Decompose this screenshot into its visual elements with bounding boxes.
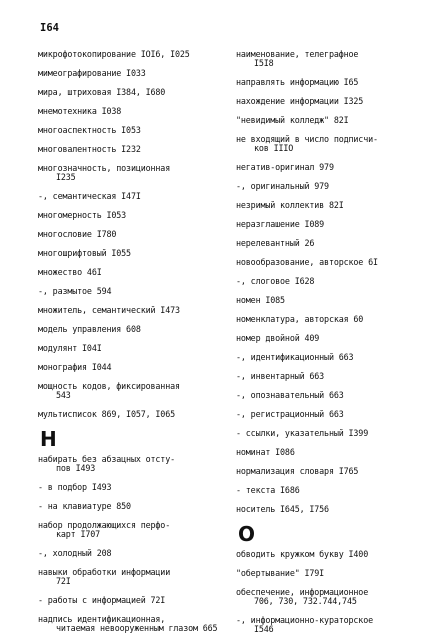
index-entry — [236, 277, 428, 286]
index-entry-text: обеспечение, информационное — [236, 587, 369, 597]
index-entry — [38, 230, 228, 239]
index-entry — [236, 486, 428, 495]
index-entry — [236, 239, 428, 248]
index-entry-text: мощность кодов, фиксированная — [38, 381, 180, 391]
index-entry — [38, 344, 228, 353]
index-entry — [38, 126, 228, 135]
index-entry — [236, 588, 428, 606]
index-entry — [236, 616, 428, 634]
index-entry-text: негатив-оригинал 979 — [236, 162, 334, 172]
index-entry-text: обводить кружком букву I400 — [236, 549, 369, 559]
index-entry — [236, 334, 428, 343]
index-entry-continuation: I235 — [56, 172, 76, 182]
index-entry-continuation: пов I493 — [56, 463, 96, 473]
index-entry-text: "обертывание" I79I — [236, 568, 325, 578]
index-entry-text: - текста I686 — [236, 485, 300, 495]
index-entry-text: "невидимый колледж" 82I — [236, 115, 349, 125]
index-entry-text: -, опознавательный 663 — [236, 390, 344, 400]
index-entry-continuation: I5I8 — [254, 58, 274, 68]
section-letter-o: О — [238, 522, 256, 546]
index-entry — [38, 211, 228, 220]
index-entry — [38, 164, 228, 182]
index-entry — [236, 163, 428, 172]
index-entry-text: многоаспектность I053 — [38, 125, 141, 135]
index-entry — [236, 258, 428, 267]
index-entry-text: не входящий в число подписчи- — [236, 134, 378, 144]
index-entry-text: -, семантическая I47I — [38, 191, 141, 201]
index-entry-continuation: карт I707 — [56, 529, 101, 539]
index-entry-text: мнемотехника I038 — [38, 106, 122, 116]
page-number: I64 — [40, 22, 59, 34]
index-entry-continuation: ков IIIO — [254, 143, 294, 153]
index-entry — [236, 220, 428, 229]
index-entry-text: - в подбор I493 — [38, 482, 112, 492]
index-entry-text: - работы с информацией 72I — [38, 595, 166, 605]
index-entry — [38, 145, 228, 154]
index-entry — [236, 315, 428, 324]
index-entry-continuation: 706, 730, 732.744,745 — [254, 596, 357, 606]
index-entry-text: -, слоговое I628 — [236, 276, 315, 286]
index-entry-text: незримый коллектив 82I — [236, 200, 344, 210]
index-entry-text: - ссылки, указательный I399 — [236, 428, 369, 438]
index-entry-text: множитель, семантический I473 — [38, 305, 180, 315]
index-entry — [236, 569, 428, 578]
index-entry — [38, 306, 228, 315]
index-entry — [38, 521, 228, 539]
index-entry — [236, 135, 428, 153]
index-entry-text: многословие I780 — [38, 229, 117, 239]
index-entry-text: номенклатура, авторская 60 — [236, 314, 364, 324]
index-entry — [38, 455, 228, 473]
index-entry-text: модель управления 608 — [38, 324, 141, 334]
index-entry — [38, 88, 228, 97]
index-entry-text: -, регистрационный 663 — [236, 409, 344, 419]
index-entry — [38, 363, 228, 372]
index-entry — [236, 50, 428, 68]
index-entry-text: -, размытое 594 — [38, 286, 112, 296]
index-entry — [236, 116, 428, 125]
index-entry-text: набирать без абзацных отсту- — [38, 454, 175, 464]
index-entry-text: мультисписок 869, I057, I065 — [38, 409, 175, 419]
index-entry — [38, 549, 228, 558]
index-entry-text: -, холодный 208 — [38, 548, 112, 558]
index-entry-text: многовалентность I232 — [38, 144, 141, 154]
index-entry-text: нормализация словаря I765 — [236, 466, 359, 476]
index-entry — [236, 467, 428, 476]
index-entry-text: мимеографирование I033 — [38, 68, 146, 78]
index-entry — [236, 353, 428, 362]
section-n-entries — [38, 455, 228, 633]
index-entry-continuation: 543 — [56, 390, 71, 400]
index-entry — [236, 448, 428, 457]
index-entry-text: номен I085 — [236, 295, 285, 305]
index-entry — [38, 107, 228, 116]
right-entries-list — [236, 50, 428, 514]
index-entry — [38, 325, 228, 334]
index-entry-text: новообразование, авторское 6I — [236, 257, 378, 267]
section-o-entries — [236, 550, 428, 634]
index-entry — [38, 249, 228, 258]
section-letter-n: Н — [40, 427, 57, 451]
index-entry-text: микрофотокопирование IOI6, I025 — [38, 49, 190, 59]
index-entry — [236, 429, 428, 438]
left-column — [38, 50, 228, 643]
index-entry-text: модулянт I04I — [38, 343, 102, 353]
index-entry — [38, 192, 228, 201]
index-entry-continuation: читаемая невооруженным глазом 665 — [56, 623, 218, 633]
index-entry — [38, 50, 228, 59]
index-entry-text: многошрифтовый I055 — [38, 248, 131, 258]
index-entry-text: множество 46I — [38, 267, 102, 277]
index-entry — [38, 287, 228, 296]
index-entry-text: нерелевантный 26 — [236, 238, 315, 248]
index-entry-text: номер двойной 409 — [236, 333, 320, 343]
index-entry-text: многомерность I053 — [38, 210, 127, 220]
index-entry — [236, 97, 428, 106]
index-entry-continuation: 72I — [56, 576, 71, 586]
index-entry — [236, 550, 428, 559]
index-entry — [38, 568, 228, 586]
index-entry — [236, 410, 428, 419]
index-entry — [38, 410, 228, 419]
left-entries-list — [38, 50, 228, 419]
index-entry-text: номинат I086 — [236, 447, 295, 457]
index-entry-text: направлять информацию I65 — [236, 77, 359, 87]
index-entry-text: -, идентификационный 663 — [236, 352, 354, 362]
index-entry — [236, 296, 428, 305]
index-entry — [38, 502, 228, 511]
index-entry — [236, 78, 428, 87]
index-entry-continuation: I546 — [254, 624, 274, 634]
index-entry — [236, 505, 428, 514]
index-entry — [38, 69, 228, 78]
index-entry — [38, 596, 228, 605]
index-entry-text: -, информационно-кураторское — [236, 615, 373, 625]
index-entry-text: многозначность, позиционная — [38, 163, 171, 173]
index-entry-text: набор продолжающихся перфо- — [38, 520, 171, 530]
index-entry-text: мира, штриховая I384, I680 — [38, 87, 166, 97]
index-entry-text: носитель I645, I756 — [236, 504, 329, 514]
index-entry-text: - на клавиатуре 850 — [38, 501, 131, 511]
index-entry-text: -, оригинальный 979 — [236, 181, 329, 191]
index-entry-text: надпись идентификационная, — [38, 614, 166, 624]
index-entry — [38, 615, 228, 633]
index-entry-text: монография I044 — [38, 362, 112, 372]
index-entry-text: навыки обработки информации — [38, 567, 171, 577]
right-column — [236, 50, 428, 644]
index-entry — [236, 201, 428, 210]
index-entry — [38, 483, 228, 492]
index-entry — [236, 182, 428, 191]
index-entry — [38, 268, 228, 277]
index-entry — [236, 372, 428, 381]
index-entry — [38, 382, 228, 400]
index-entry — [236, 391, 428, 400]
index-entry-text: наименование, телеграфное — [236, 49, 359, 59]
index-entry-text: нахождение информации I325 — [236, 96, 364, 106]
index-entry-text: неразглашение I089 — [236, 219, 325, 229]
index-entry-text: -, инвентарный 663 — [236, 371, 325, 381]
